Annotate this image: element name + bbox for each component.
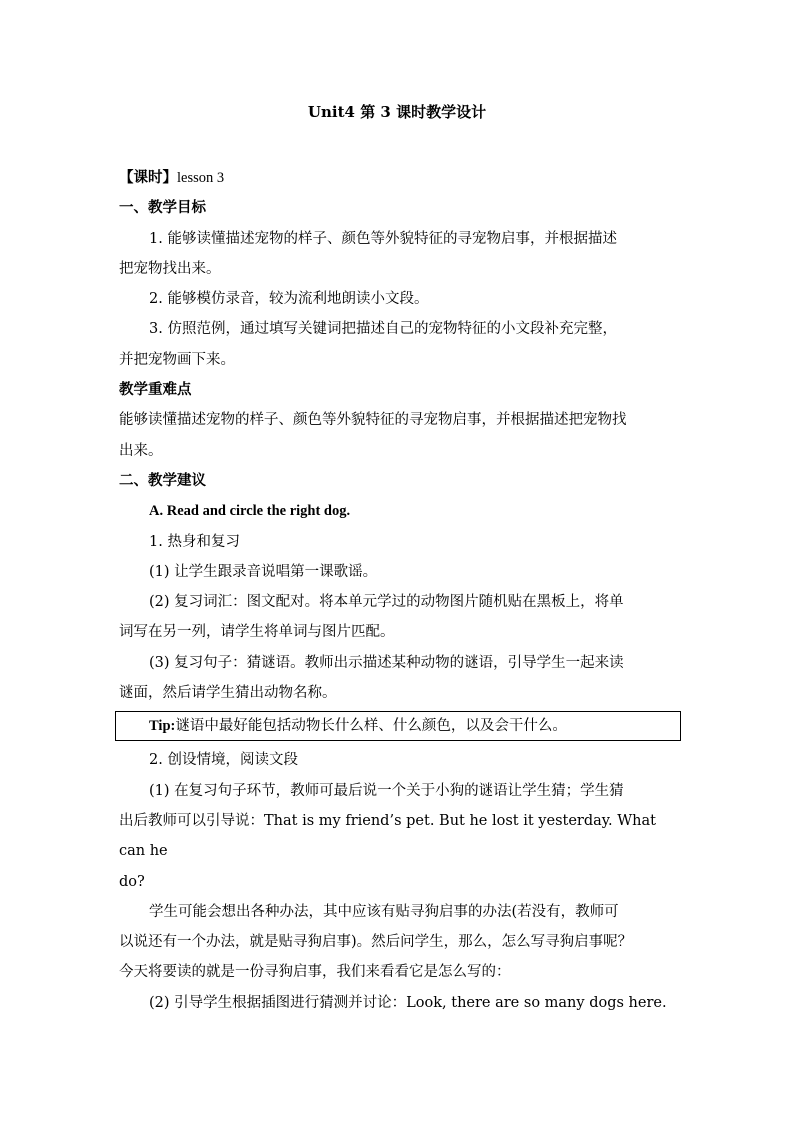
tip-box <box>115 711 681 741</box>
keypoints-line: 能够读懂描述宠物的样子、颜色等外貌特征的寻宠物启事，并根据描述把宠物找 <box>119 412 627 429</box>
step2-line: (2) 引导学生根据插图进行猜测并讨论：Look, there are so many dogs here. <box>149 994 667 1011</box>
step2-line: (1) 在复习句子环节，教师可最后说一个关于小狗的谜语让学生猜；学生猜 <box>149 782 624 799</box>
tip-label: Tip: <box>149 718 176 735</box>
step2-line: 出后教师可以引导说：That is my friend’s pet. But he lost it yesterday. What can he <box>119 812 656 860</box>
document-body <box>119 163 677 1018</box>
page-title: Unit4 第 3 课时教学设计 <box>307 103 487 121</box>
step1-item: 词写在另一列，请学生将单词与图片匹配。 <box>119 624 395 641</box>
objective-line: 2. 能够模仿录音，较为流利地朗读小文段。 <box>149 291 429 308</box>
section1-heading: 一、教学目标 <box>119 199 206 217</box>
lesson-label-close: 时】 <box>148 169 177 186</box>
objective-line: 1. 能够读懂描述宠物的样子、颜色等外貌特征的寻宠物启事，并根据描述 <box>149 230 617 247</box>
section2-heading: 二、教学建议 <box>119 471 206 489</box>
step2-line: do? <box>119 873 145 890</box>
step1-item: (2) 复习词汇：图文配对。将本单元学过的动物图片随机贴在黑板上，将单 <box>149 594 624 611</box>
objective-line: 把宠物找出来。 <box>119 260 221 277</box>
objective-line: 并把宠物画下来。 <box>119 351 235 368</box>
tip-text: 谜语中最好能包括动物长什么样、什么颜色，以及会干什么。 <box>175 718 567 735</box>
activity-a-heading: A. Read and circle the right dog. <box>149 503 351 520</box>
step2-line: 学生可能会想出各种办法，其中应该有贴寻狗启事的办法(若没有，教师可 <box>149 903 619 920</box>
step1-item: 谜面，然后请学生猜出动物名称。 <box>119 685 337 702</box>
lesson-line <box>119 163 677 193</box>
objective-line: 3. 仿照范例，通过填写关键词把描述自己的宠物特征的小文段补充完整， <box>149 321 617 338</box>
keypoints-heading: 教学重难点 <box>119 381 192 399</box>
step1-heading: 1. 热身和复习 <box>149 533 240 550</box>
step2-line: 今天将要读的就是一份寻狗启事，我们来看看它是怎么写的： <box>119 964 511 981</box>
step1-item: (1) 让学生跟录音说唱第一课歌谣。 <box>149 563 378 580</box>
lesson-value: lesson 3 <box>177 170 225 186</box>
lesson-label-open: 【课 <box>119 169 148 186</box>
step2-heading: 2. 创设情境，阅读文段 <box>149 752 298 769</box>
step2-line: 以说还有一个办法，就是贴寻狗启事)。然后问学生，那么，怎么写寻狗启事呢？ <box>119 934 633 951</box>
keypoints-line: 出来。 <box>119 442 163 459</box>
step1-item: (3) 复习句子：猜谜语。教师出示描述某种动物的谜语，引导学生一起来读 <box>149 654 624 671</box>
